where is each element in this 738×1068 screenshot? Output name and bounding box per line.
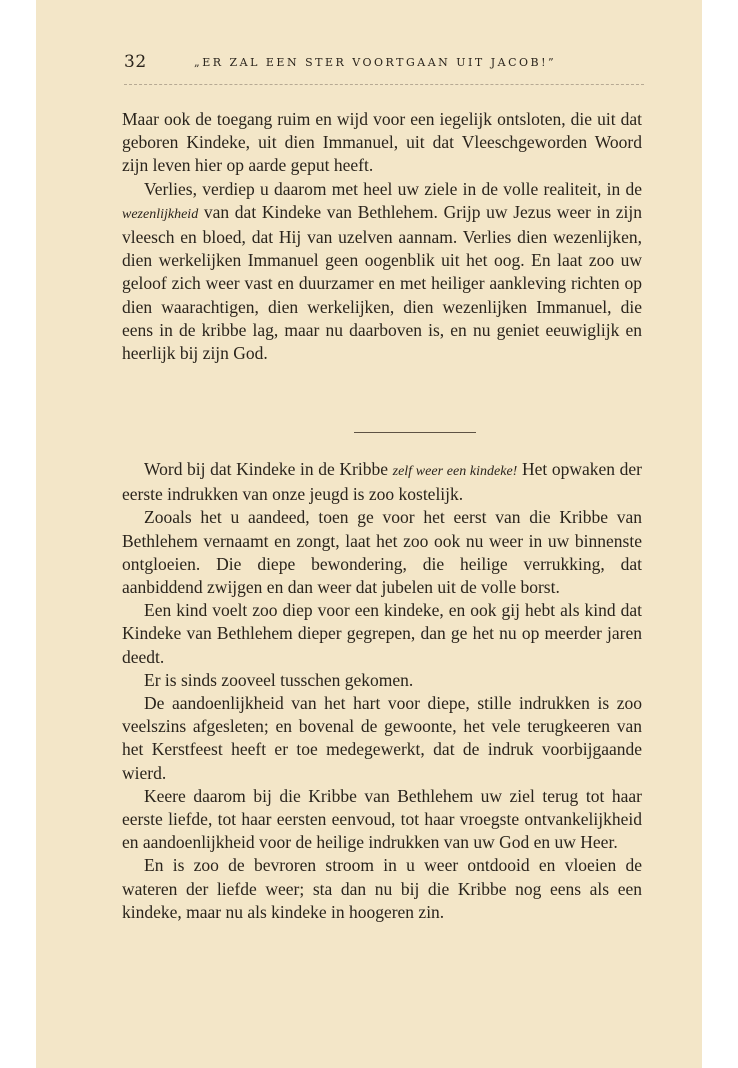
emphasis-zelf-weer-een-kindeke: zelf weer een kindeke!: [392, 464, 518, 479]
paragraph-3: [122, 458, 642, 506]
paragraph-8: Keere daarom bij die Kribbe van Bethlehem uw ziel terug tot haar eerste liefde, tot haar eersten eenvoud, tot haar vroegste ontvankelijkheid en aandoenlijkheid voor de heilige indrukken van uw God en uw Heer.: [122, 785, 642, 853]
paragraph-2-text-start: Verlies, verdiep u daarom met heel uw ziele in de volle realiteit, in de: [144, 178, 642, 199]
paragraph-9: En is zoo de bevroren stroom in u weer ontdooid en vloeien de wateren der liefde weer; sta dan nu bij die Kribbe nog eens als een kindeke, maar nu als kindeke in hoogeren zin.: [122, 855, 642, 922]
paragraph-4: Zooals het u aandeed, toen ge voor het eerst van die Kribbe van Bethlehem vernaamt en zongt, laat het zoo ook nu weer in uw binnenste ontgloeien. Die diepe bewondering, die heilige verrukking, dat aanbiddend zwijgen en dan weer dat jubelen uit de volle borst.: [122, 507, 642, 598]
page-number: 32: [124, 52, 147, 72]
running-title: „ER ZAL EEN STER VOORTGAAN UIT JACOB!”: [194, 56, 557, 69]
text-section-2: [122, 458, 642, 924]
header-rule: [124, 84, 644, 85]
paragraph-2: [122, 178, 642, 366]
paragraph-1: Maar ook de toegang ruim en wijd voor een iegelijk ontsloten, die uit dat geboren Kindeke, uit dien Immanuel, uit dat Vleeschgeworden Woord zijn leven hier op aarde geput heeft.: [122, 109, 642, 176]
paragraph-7: De aandoenlijkheid van het hart voor diepe, stille indrukken is zoo veelszins afgesleten; en bovenal de gewoonte, het vele terugkeeren van het Kerstfeest heeft er toe medegewerkt, dat de indruk voorbijgaande wierd.: [122, 693, 642, 783]
text-section-1: [122, 108, 642, 365]
section-divider: [354, 432, 476, 433]
paragraph-5: Een kind voelt zoo diep voor een kindeke, en ook gij hebt als kind dat Kindeke van Bethlehem dieper gegrepen, dan ge het nu op meerder jaren deedt.: [122, 600, 642, 667]
paragraph-3-text-start: Word bij dat Kindeke in de Kribbe: [144, 459, 393, 479]
book-page: [36, 0, 702, 1068]
running-head: [124, 52, 644, 76]
paragraph-6: Er is sinds zooveel tusschen gekomen.: [144, 669, 414, 690]
emphasis-wezenlijkheid: wezenlijkheid: [122, 206, 199, 222]
paragraph-3-text-end: Het opwaken der eerste indrukken van onze jeugd is zoo kostelijk.: [122, 459, 642, 505]
paragraph-2-text-end: van dat Kindeke van Bethlehem. Grijp uw Jezus weer in zijn vleesch en bloed, dat Hij van uzelven aannam. Verlies dien wezenlijken, dien werkelijken Immanuel geen oogenblik uit het oog. En laat zoo uw geloof zich weer vast en duurzamer en met heiliger aankleving richten op dien waarachtigen, dien werkelijken, dien wezenlijken Immanuel, die eens in de kribbe lag, maar nu daarboven is, en nu geniet eeuwiglijk en heerlijk bij zijn God.: [122, 201, 642, 364]
